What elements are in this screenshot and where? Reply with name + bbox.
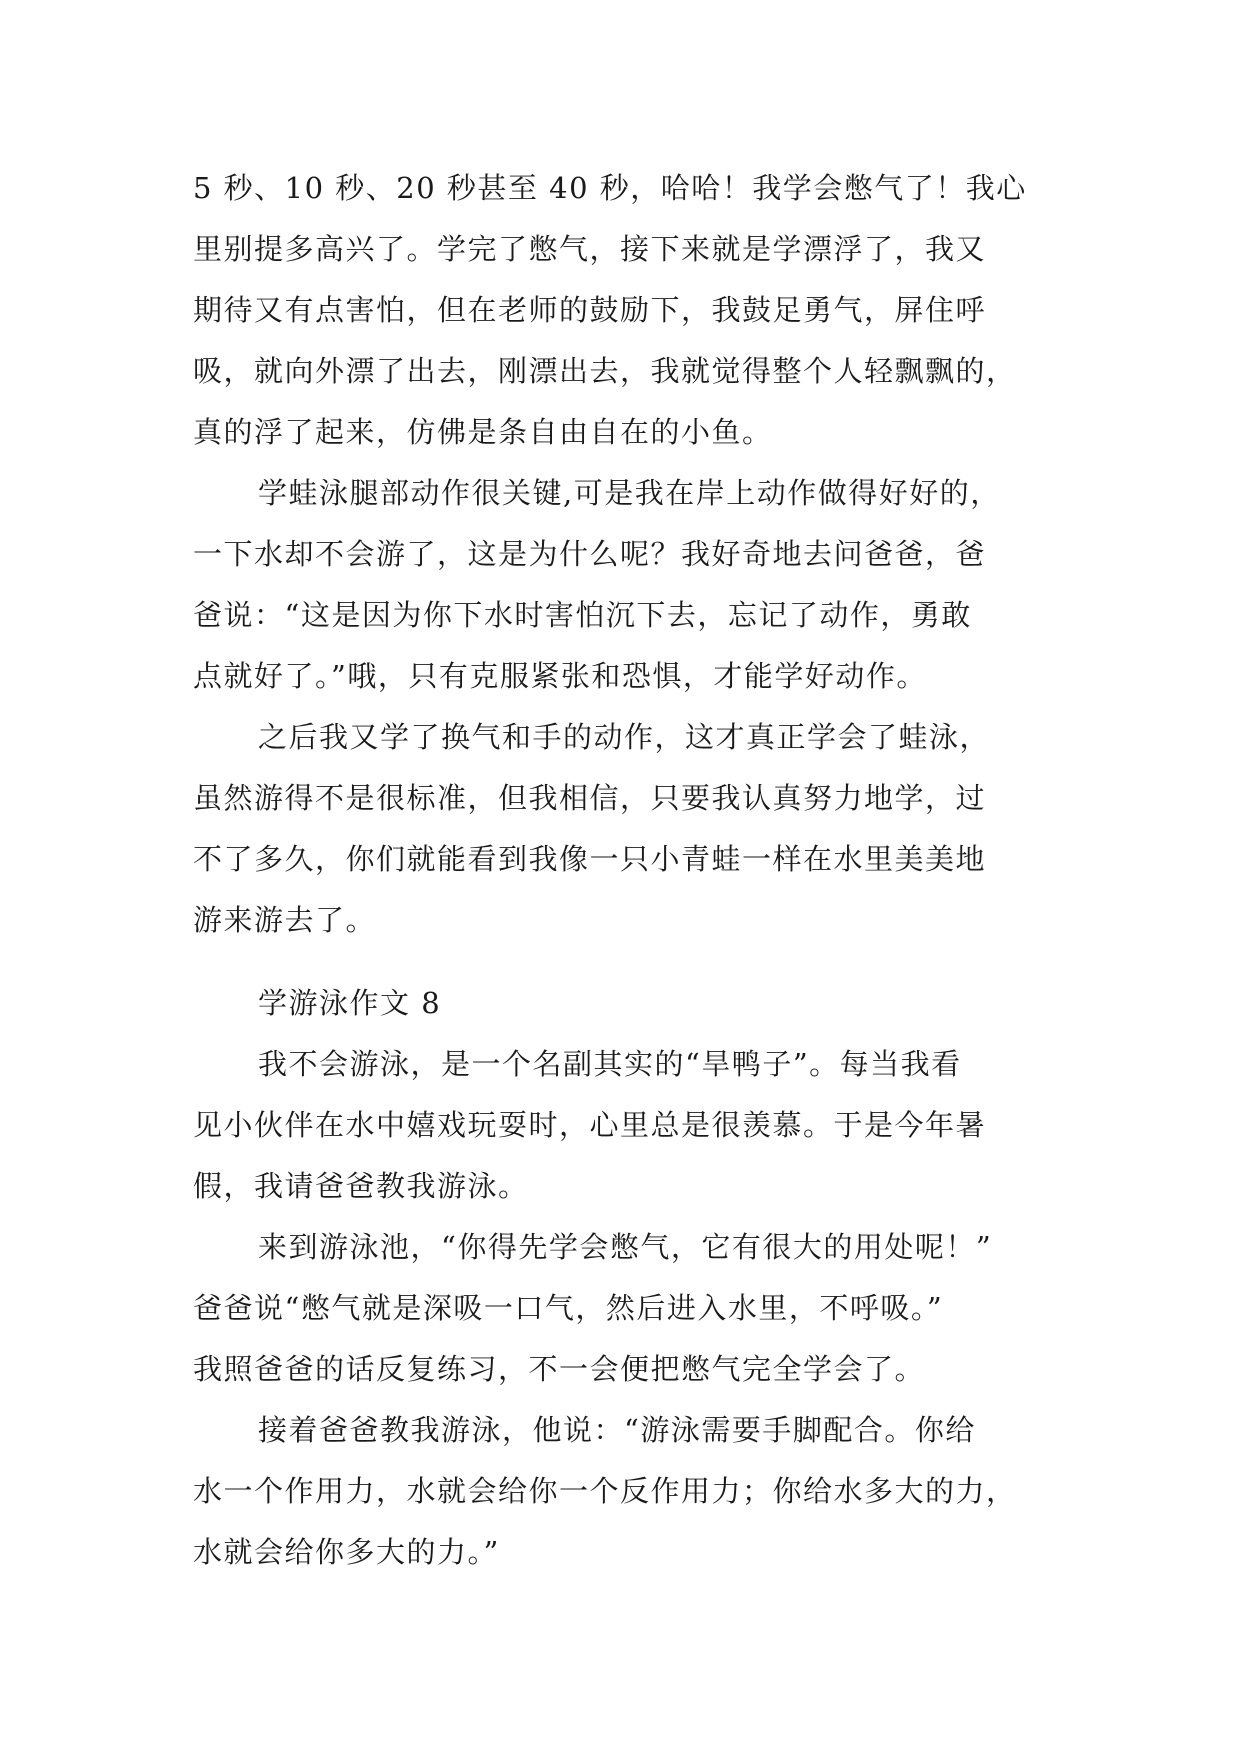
section-heading: 学游泳作文 8 xyxy=(258,986,442,1020)
text-line: 水一个作用力，水就会给你一个反作用力；你给水多大的力， xyxy=(193,1474,1017,1508)
text-line: 一下水却不会游了，这是为什么呢？我好奇地去问爸爸，爸 xyxy=(193,537,987,571)
text-line: 真的浮了起来，仿佛是条自由自在的小鱼。 xyxy=(193,415,773,449)
text-line: 接着爸爸教我游泳，他说：“游泳需要手脚配合。你给 xyxy=(258,1413,976,1447)
text-line: 里别提多高兴了。学完了憋气，接下来就是学漂浮了，我又 xyxy=(193,232,987,266)
text-line: 假，我请爸爸教我游泳。 xyxy=(193,1169,529,1203)
text-line: 爸说：“这是因为你下水时害怕沉下去，忘记了动作，勇敢 xyxy=(193,598,972,632)
text-line: 学蛙泳腿部动作很关键,可是我在岸上动作做得好好的， xyxy=(258,476,1001,510)
text-line: 之后我又学了换气和手的动作，这才真正学会了蛙泳， xyxy=(258,720,991,754)
text-line: 我照爸爸的话反复练习，不一会便把憋气完全学会了。 xyxy=(193,1352,926,1386)
text-line: 水就会给你多大的力。” xyxy=(193,1535,500,1569)
text-line: 虽然游得不是很标准，但我相信，只要我认真努力地学，过 xyxy=(193,781,987,815)
text-line: 来到游泳池，“你得先学会憋气，它有很大的用处呢！” xyxy=(258,1230,993,1264)
text-line: 我不会游泳，是一个名副其实的“旱鸭子”。每当我看 xyxy=(258,1047,962,1081)
text-line: 点就好了。”哦，只有克服紧张和恐惧，才能学好动作。 xyxy=(193,659,927,693)
text-line: 吸，就向外漂了出去，刚漂出去，我就觉得整个人轻飘飘的， xyxy=(193,354,1017,388)
text-line: 游来游去了。 xyxy=(193,903,377,937)
text-line: 不了多久，你们就能看到我像一只小青蛙一样在水里美美地 xyxy=(193,842,987,876)
text-line: 5 秒、10 秒、20 秒甚至 40 秒，哈哈！我学会憋气了！我心 xyxy=(193,171,1027,205)
text-line: 见小伙伴在水中嬉戏玩耍时，心里总是很羡慕。于是今年暑 xyxy=(193,1108,987,1142)
text-line: 期待又有点害怕，但在老师的鼓励下，我鼓足勇气，屏住呼 xyxy=(193,293,987,327)
text-line: 爸爸说“憋气就是深吸一口气，然后进入水里，不呼吸。” xyxy=(193,1291,944,1325)
